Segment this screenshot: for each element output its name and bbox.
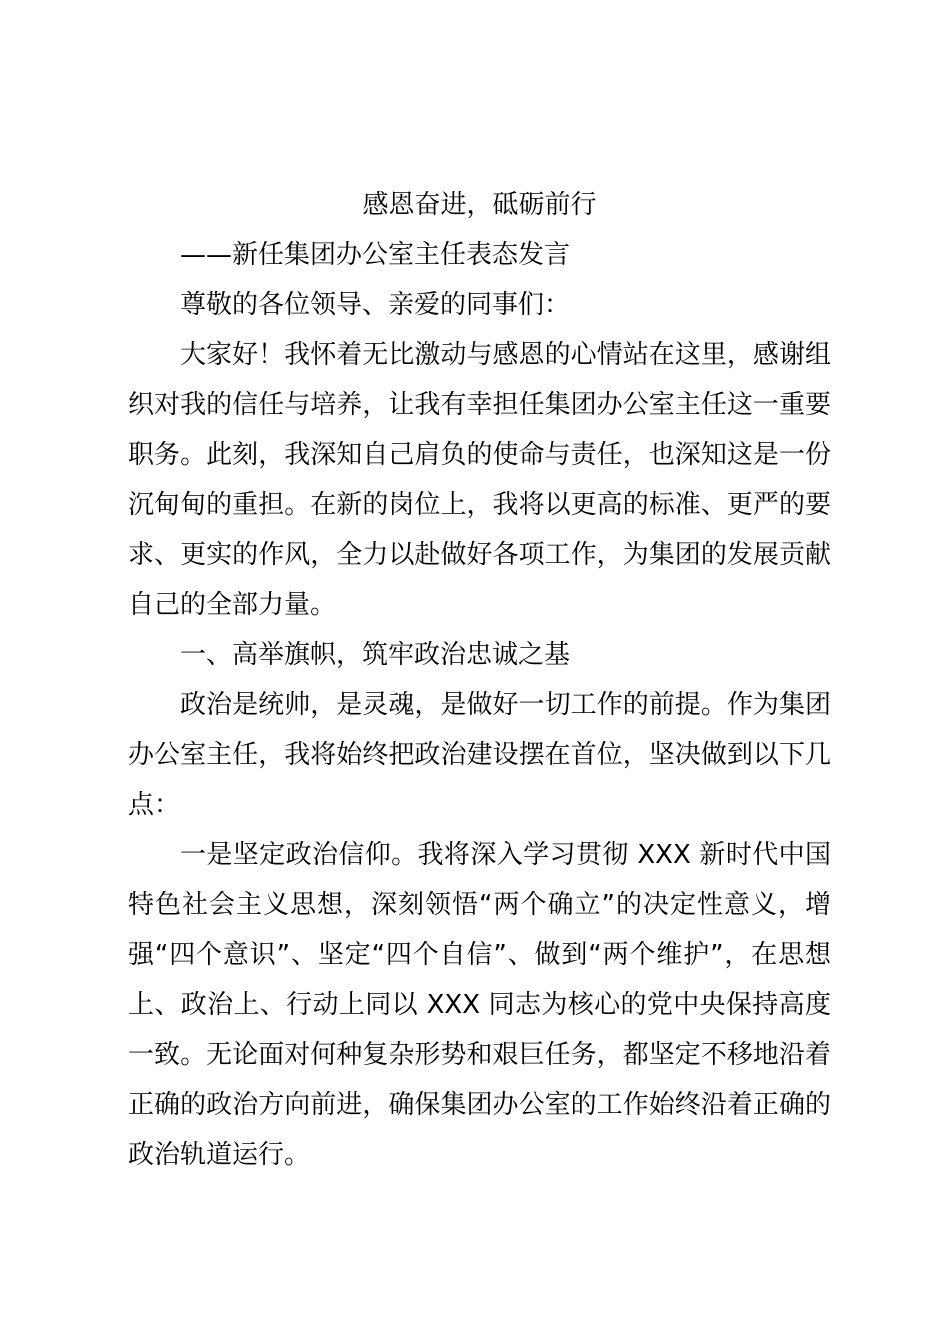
section-1-intro-paragraph: 政治是统帅，是灵魂，是做好一切工作的前提。作为集团办公室主任，我将始终把政治建设摆在首位，坚决做到以下几点： <box>128 690 831 820</box>
opening-paragraph: 大家好！我怀着无比激动与感恩的心情站在这里，感谢组织对我的信任与培养，让我有幸担任集团办公室主任这一重要职务。此刻，我深知自己肩负的使命与责任，也深知这是一份沉甸甸的重担。在新的岗位上，我将以更高的标准、更严的要求、更实的作风，全力以赴做好各项工作，为集团的发展贡献自己的全部力量。 <box>128 340 831 620</box>
salutation: 尊敬的各位领导、亲爱的同事们： <box>180 290 571 320</box>
document-body <box>128 180 831 1180</box>
section-heading-1: 一、高举旗帜，筑牢政治忠诚之基 <box>180 640 571 670</box>
section-1-point-1-paragraph: 一是坚定政治信仰。我将深入学习贯彻 XXX 新时代中国特色社会主义思想，深刻领悟“两个确立”的决定性意义，增强“四个意识”、坚定“四个自信”、做到“两个维护”，在思想上、政治上、行动上同以 XXX 同志为核心的党中央保持高度一致。无论面对何种复杂形势和艰巨任务，都坚定不移地沿着正确的政治方向前进，确保集团办公室的工作始终沿着正确的政治轨道运行。 <box>128 840 831 1170</box>
document-title: 感恩奋进，砥砺前行 <box>362 190 597 220</box>
document-subtitle: ——新任集团办公室主任表态发言 <box>180 240 571 270</box>
